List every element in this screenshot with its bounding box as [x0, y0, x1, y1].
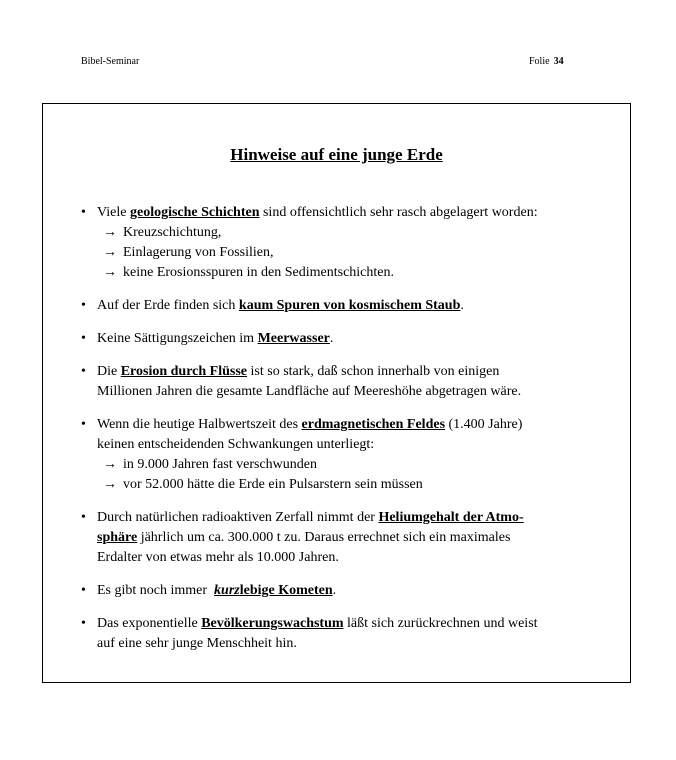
list-item — [81, 296, 611, 316]
arrow-icon: → — [103, 245, 117, 260]
item-text: Es gibt noch immer — [97, 583, 215, 598]
bullet-icon: • — [81, 364, 86, 379]
slide-label: Folie — [529, 56, 550, 67]
keyword: erdmagnetischen Feldes — [301, 417, 446, 432]
keyword: lebige Kometen — [239, 583, 333, 598]
sub-item — [97, 475, 611, 495]
arrow-icon: → — [103, 225, 117, 240]
bullet-icon: • — [81, 510, 86, 525]
list-item — [81, 614, 611, 654]
sub-item-text: Kreuzschichtung, — [123, 225, 222, 240]
bullet-list — [81, 203, 611, 667]
item-text: . — [332, 583, 337, 598]
item-text: keinen entscheidenden Schwankungen unterliegt: — [97, 437, 375, 452]
arrow-icon: → — [103, 457, 117, 472]
keyword: kaum Spuren von kosmischem Staub — [238, 298, 461, 313]
keyword: geologische Schichten — [129, 205, 260, 220]
item-text: Auf der Erde finden sich — [97, 298, 239, 313]
bullet-icon: • — [81, 331, 86, 346]
slide-number-value: 34 — [553, 56, 564, 67]
sub-item-text: in 9.000 Jahren fast verschwunden — [123, 457, 318, 472]
list-item — [81, 329, 611, 349]
list-item — [81, 203, 611, 283]
slide-number — [529, 56, 564, 67]
slide-frame — [42, 103, 631, 683]
item-text: jährlich um ca. 300.000 t zu. Daraus errechnet sich ein maximales — [137, 530, 511, 545]
item-text: Millionen Jahren die gesamte Landfläche auf Meereshöhe abgetragen wäre. — [97, 384, 522, 399]
item-text: auf eine sehr junge Menschheit hin. — [97, 636, 297, 651]
keyword: Heliumgehalt der Atmo- — [378, 510, 524, 525]
sub-item — [97, 455, 611, 475]
item-text: Keine Sättigungszeichen im — [97, 331, 258, 346]
keyword: Meerwasser — [257, 331, 330, 346]
bullet-icon: • — [81, 298, 86, 313]
item-text: Die — [97, 364, 121, 379]
item-text: ist so stark, daß schon innerhalb von einigen — [247, 364, 500, 379]
list-item — [81, 362, 611, 402]
item-text: Durch natürlichen radioaktiven Zerfall nimmt der — [97, 510, 379, 525]
keyword: sphäre — [97, 530, 138, 545]
header-left: Bibel-Seminar — [81, 56, 140, 67]
list-item — [81, 508, 611, 568]
sub-item-text: Einlagerung von Fossilien, — [123, 245, 274, 260]
bullet-icon: • — [81, 417, 86, 432]
keyword: Erosion durch Flüsse — [120, 364, 248, 379]
item-text: . — [460, 298, 464, 313]
item-text: Viele — [97, 205, 130, 220]
item-text: Wenn die heutige Halbwertszeit des — [97, 417, 302, 432]
keyword: kurz — [214, 583, 240, 598]
bullet-icon: • — [81, 616, 86, 631]
bullet-icon: • — [81, 205, 86, 220]
sub-item-text: vor 52.000 hätte die Erde ein Pulsarstern sein müssen — [123, 477, 423, 492]
bullet-icon: • — [81, 583, 86, 598]
item-text: Erdalter von etwas mehr als 10.000 Jahren. — [97, 550, 339, 565]
sub-item — [97, 263, 611, 283]
item-text: (1.400 Jahre) — [445, 417, 523, 432]
list-item — [81, 581, 611, 601]
arrow-icon: → — [103, 477, 117, 492]
slide-title: Hinweise auf eine junge Erde — [230, 145, 443, 164]
item-text: . — [329, 331, 334, 346]
sub-item-text: keine Erosionsspuren in den Sedimentschichten. — [123, 265, 394, 280]
sub-item — [97, 223, 611, 243]
list-item — [81, 415, 611, 495]
arrow-icon: → — [103, 265, 117, 280]
keyword: Bevölkerungswachstum — [201, 616, 344, 631]
item-text: Das exponentielle — [97, 616, 202, 631]
sub-item — [97, 243, 611, 263]
item-text: sind offensichtlich sehr rasch abgelagert worden: — [259, 205, 538, 220]
item-text: läßt sich zurückrechnen und weist — [343, 616, 538, 631]
